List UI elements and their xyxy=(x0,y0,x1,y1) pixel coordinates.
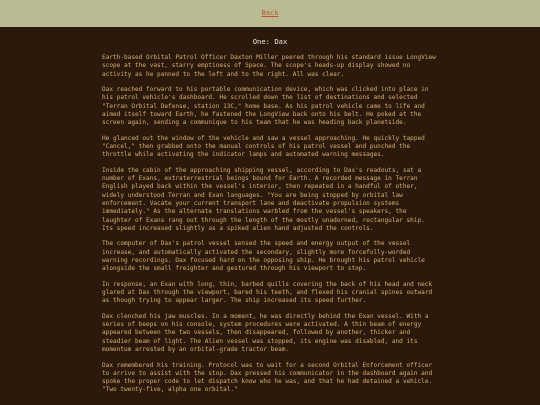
top-bar xyxy=(0,0,540,27)
paragraph: Dax reached forward to his portable communication device, which was clicked into place in his patrol vehicle's dashboard. He scrolled down the list of destinations and selected "Terran Orbital Defense, station 13C," home base. As his patrol vehicle came to life and aimed itself toward Earth, he fastened the LongView back onto his belt. He poked at the screen again, sending a communique to his team that he was heading back planetside. xyxy=(102,86,429,127)
chapter-title: One: Dax xyxy=(252,37,288,46)
paragraph: He glanced out the window of the vehicle and saw a vessel approaching. He quickly tapped "Cancel," then grabbed onto the manual controls of his patrol vessel and punched the throttle while activating the indicator lamps and automated warning messages. xyxy=(102,134,425,159)
paragraph: In response, an Exan with long, thin, barbed quills covering the back of his head and neck glared at Dax through the viewport, bared his teeth, and flexed his cranial spines outward as though trying to appear larger. The ship increased its speed further. xyxy=(102,280,433,305)
paragraph: Inside the cabin of the approaching shipping vessel, according to Dax's readouts, sat a number of Exans, extraterrestrial beings bound for Earth. A recorded message in Terran English played back within the vessel's interior, then repeated in a handful of other, widely understood Terran and Exan languages. "You are being stopped by orbital law enforcement. Vacate your current transport lane and deactivate propulsion systems immediately." As the alternate translations warbled from the vessel's speakers, the laughter of Exans rang out through the length of the mostly unadorned, rectangular ship. Its speed increased slightly as a spiked alien hand adjusted the controls. xyxy=(102,166,425,232)
paragraph: Dax clenched his jaw muscles. In a moment, he was directly behind the Exan vessel. With a series of beeps on his console, system procedures were activated. A thin beam of energy appeared between the two vessels, then disappeared, followed by another, thicker and steadier beam of light. The Alien vessel was stopped, its engine was disabled, and its momentum arrested by an orbital-grade tractor beam. xyxy=(102,312,429,354)
paragraph: Earth-based Orbital Patrol Officer Daxton Miller peered through his standard issue LongView scope at the vast, starry emptiness of Space. The scope's heads-up display showed no activity as he panned to the left and to the right. All was clear. xyxy=(102,54,436,78)
back-link[interactable]: Back xyxy=(261,9,279,17)
paragraph: The computer of Dax's patrol vessel sensed the speed and energy output of the vessel increase, and automatically activated the secondary, slightly more forcefully-worded warning recordings. Dax focused hard on the opposing ship. He brought his patrol vehicle alongside the small freighter and gestured through his viewport to stop. xyxy=(102,240,425,273)
paragraph: Dax remembered his training. Protocol was to wait for a second Orbital Enforcement officer to arrive to assist with the stop. Dax pressed his communicator in the dashboard again and spoke the proper code to let dispatch know who he was, and that he had detained a vehicle. "Two twenty-five, alpha one orbital." xyxy=(102,361,433,394)
story-text xyxy=(102,54,439,402)
reading-pane[interactable] xyxy=(0,27,540,405)
